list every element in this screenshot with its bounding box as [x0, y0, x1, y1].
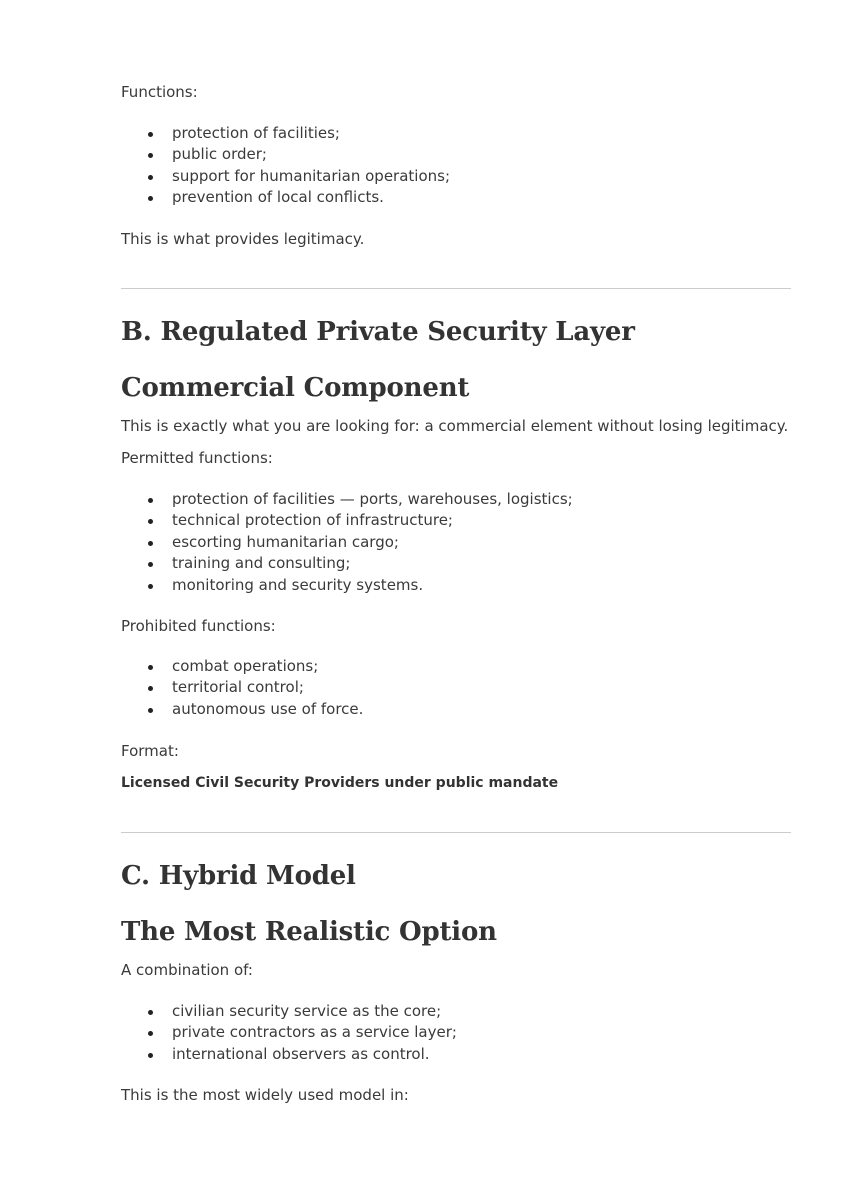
section-divider — [121, 832, 791, 833]
format-label: Format: — [121, 742, 179, 760]
functions-label: Functions: — [121, 83, 198, 101]
functions-list — [121, 123, 791, 209]
permitted-functions-list — [121, 489, 791, 596]
list-item: escorting humanitarian cargo; — [121, 532, 791, 553]
list-item: autonomous use of force. — [121, 699, 791, 720]
section-c-heading: C. Hybrid Model — [121, 861, 356, 891]
list-item: protection of facilities — ports, warehouses, logistics; — [121, 489, 791, 510]
section-b-heading: B. Regulated Private Security Layer — [121, 317, 635, 347]
legitimacy-text: This is what provides legitimacy. — [121, 230, 365, 248]
section-divider — [121, 288, 791, 289]
list-item: support for humanitarian operations; — [121, 166, 791, 187]
list-item: international observers as control. — [121, 1044, 791, 1065]
list-item: territorial control; — [121, 677, 791, 698]
list-item: monitoring and security systems. — [121, 575, 791, 596]
section-c-closing: This is the most widely used model in: — [121, 1086, 409, 1104]
section-b-subheading: Commercial Component — [121, 373, 470, 403]
section-c-subheading: The Most Realistic Option — [121, 917, 497, 947]
section-c-description: A combination of: — [121, 961, 253, 979]
list-item: training and consulting; — [121, 553, 791, 574]
list-item: civilian security service as the core; — [121, 1001, 791, 1022]
list-item: private contractors as a service layer; — [121, 1022, 791, 1043]
list-item: protection of facilities; — [121, 123, 791, 144]
hybrid-model-list — [121, 1001, 791, 1065]
permitted-functions-label: Permitted functions: — [121, 449, 273, 467]
list-item: public order; — [121, 144, 791, 165]
prohibited-functions-label: Prohibited functions: — [121, 617, 276, 635]
list-item: technical protection of infrastructure; — [121, 510, 791, 531]
section-b-description: This is exactly what you are looking for: a commercial element without losing legitimacy. — [121, 417, 789, 435]
prohibited-functions-list — [121, 656, 791, 720]
list-item: prevention of local conflicts. — [121, 187, 791, 208]
list-item: combat operations; — [121, 656, 791, 677]
format-value: Licensed Civil Security Providers under public mandate — [121, 775, 559, 791]
